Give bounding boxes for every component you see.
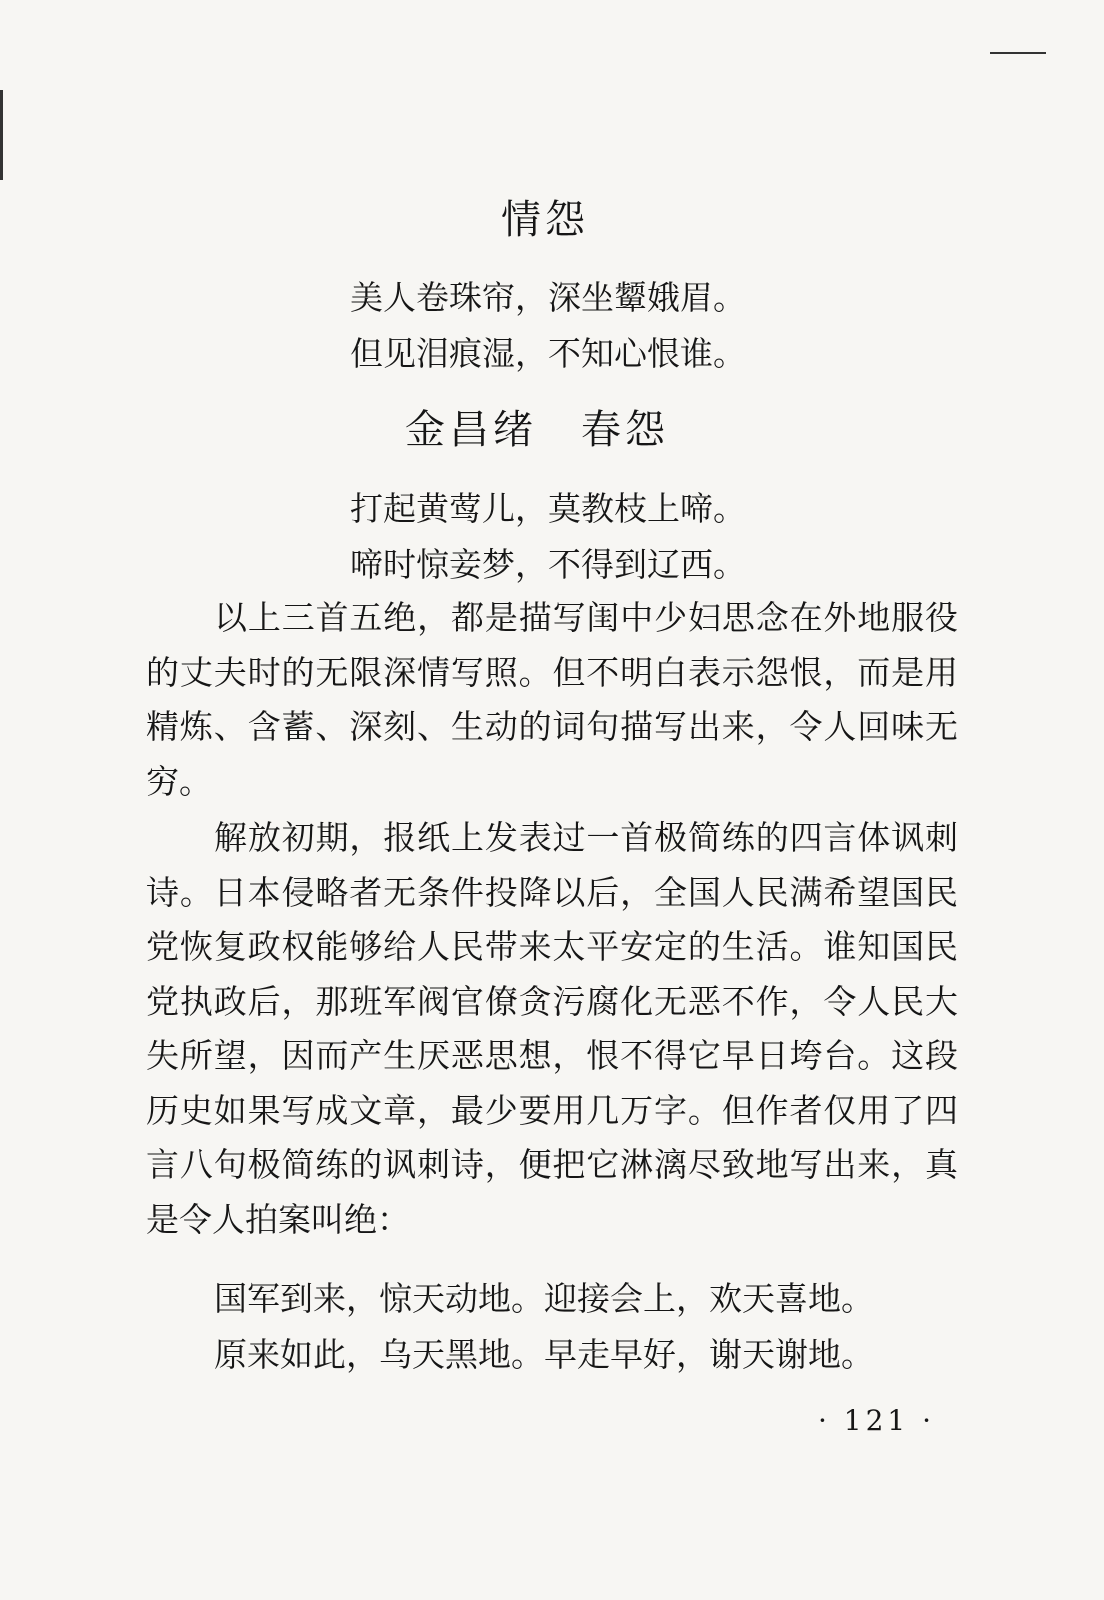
poem-line: 但见泪痕湿，不知心恨谁。: [350, 334, 746, 373]
body-paragraph: 以上三首五绝，都是描写闺中少妇思念在外地服役的丈夫时的无限深情写照。但不明白表示怨恨，而是用精炼、含蓄、深刻、生动的词句描写出来，令人回味无穷。: [146, 598, 958, 801]
scan-corner-mark: [990, 52, 1046, 54]
poem-title-chunyuan: 金昌绪 春怨: [405, 407, 669, 453]
scan-edge-mark: [0, 90, 3, 180]
poem-title-qingyuan: 情怨: [501, 197, 589, 243]
poem-line: 打起黄莺儿，莫教枝上啼。: [350, 489, 746, 528]
poem-line: 美人卷珠帘，深坐颦娥眉。: [350, 278, 746, 317]
satire-poem-line: 国军到来，惊天动地。迎接会上，欢天喜地。: [214, 1279, 874, 1318]
page-number: · 121 ·: [818, 1404, 936, 1437]
body-paragraph: 解放初期，报纸上发表过一首极简练的四言体讽刺诗。日本侵略者无条件投降以后，全国人民满希望国民党恢复政权能够给人民带来太平安定的生活。谁知国民党执政后，那班军阀官僚贪污腐化无恶不作，令人民大失所望，因而产生厌恶思想，恨不得它早日垮台。这段历史如果写成文章，最少要用几万字。但作者仅用了四言八句极简练的讽刺诗，便把它淋漓尽致地写出来，真是令人拍案叫绝：: [146, 818, 958, 1239]
satire-poem-line: 原来如此，乌天黑地。早走早好，谢天谢地。: [214, 1335, 874, 1374]
poem-line: 啼时惊妾梦，不得到辽西。: [350, 545, 746, 584]
